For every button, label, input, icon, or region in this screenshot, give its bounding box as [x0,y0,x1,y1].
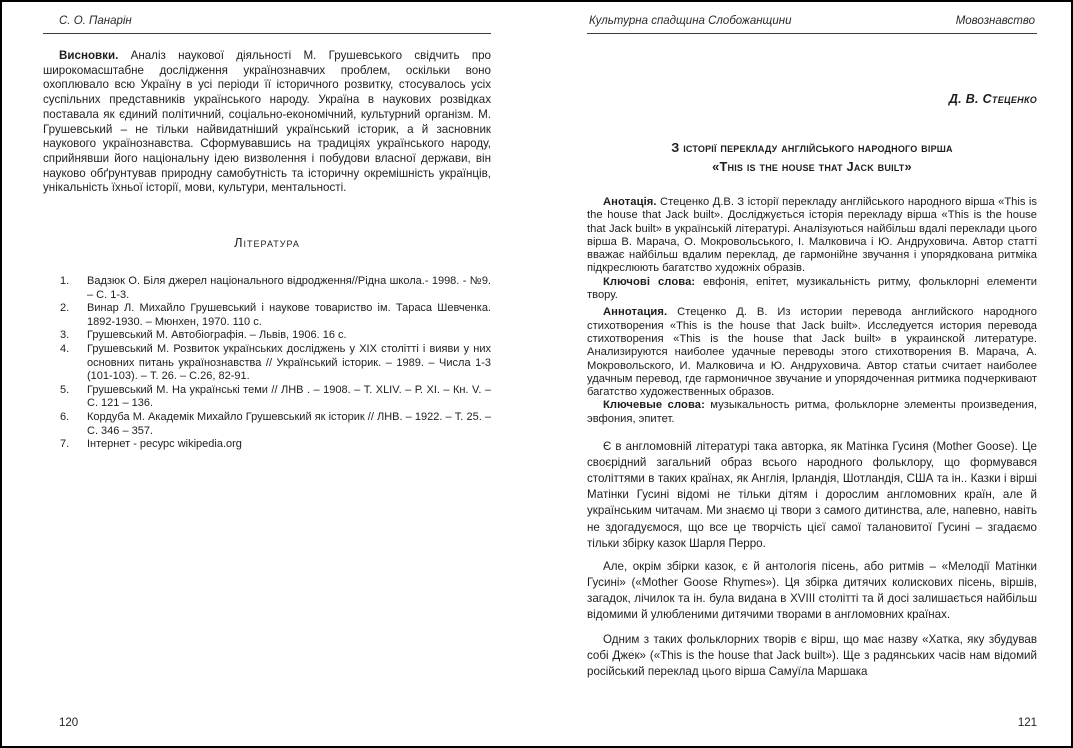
body-paragraph: Одним з таких фольклорних творів є вірш, що має назву «Хатка, яку збудував собі Джек» («This is the house that Jack built»). Ще з радянських часів нам відомий російський переклад цього вірша Самуїла Маршака [587,633,1037,679]
keywords-uk-lead: Ключові слова: [603,275,696,288]
keywords-ru-lead: Ключевые слова: [603,399,705,412]
literature-item: Інтернет - ресурс wikipedia.org [87,438,242,451]
literature-item: Грушевський М. Розвиток українських досліджень у XIX столітті і вияви у них основних питань українознавства // Український історик. – 1989. – Числа 1-3 (101-103). – Т. 26. – С.26, 82-91. [87,343,491,383]
conclusions-paragraph [43,49,491,196]
conclusions-lead: Висновки. [59,49,119,62]
running-header-section: Мовознавство [955,15,1035,27]
article-title-line2: «This is the house that Jack built» [712,159,912,174]
annotation-uk [587,196,1037,276]
annotation-ru [587,306,1037,399]
annotation-uk-text: Стеценко Д.В. З історії перекладу англійського народного вірша «This is the house that Jack built». Досліджується історія перекладу вірша «This is the house that Jack built» в українській літературі. Аналізуються найбільш вдалі переклади цього вірша В. Марача, О. Мокровольського, І. Малковича і Ю. Андруховича. Автор статті вважає найбільш вдалим переклад, де гармонійне звучання і упорядкована ритміка підкреслюють багатство художніх образів. [587,196,1037,275]
page-number-left: 120 [59,717,79,729]
keywords-uk-text: евфонія, епітет, музикальність ритму, фольклорні елементи твору. [587,275,1037,302]
keywords-ru [587,399,1037,426]
left-running-header [43,12,491,34]
literature-item: Винар Л. Михайло Грушевський і наукове товариство ім. Тараса Шевченка. 1892-1930. – Мюнхен, 1970. 110 с. [87,302,491,328]
conclusions-text: Аналіз наукової діяльності М. Грушевського свідчить про широкомасштабне дослідження українознавчих проблем, оскільки воно охоплювало всю Україну в усі періоди її історичного розвитку, стосувалось усіх суспільних представників українського народу. Україна в наукових розвідках поставала як єдиний політичний, соціально-економічний, культурний організм. М. Грушевський – не тільки найвидатніший український історик, а й засновник наукового українознавства. Сформувавшись на традиціях українського народу, сприйнявши його національну ідею визволення і побудови власної держави, він науково обґрунтував природну самобутність та історичну окремішність українців, унікальність їхньої історії, мови, культури, ментальності. [43,49,491,195]
running-header-series: Культурна спадщина Слобожанщини [589,15,792,27]
literature-item: Вадзюк О. Біля джерел національного відродження//Рідна школа.- 1998. - №9. – С. 1-3. [87,275,491,301]
keywords-uk [587,276,1037,303]
article-title [587,138,1037,176]
body-paragraph: Є в англомовній літературі така авторка, як Матінка Гусиня (Mother Goose). Це своєрідний загальний образ всього народного фольклору, що формувався століттями в таких країнах, як Англія, Ірландія, Шотландія, США та ін.. Казки і вірші Матінки Гусині відомі не тільки дітям і дорослим англомовних країн, але й українським читачам. Ми знаємо ці твори з самого дитинства, але, напевно, навіть не здогадуємося, що все це творчість цієї самої талановитої Гусині – згадаємо тільки збірку казок Шарля Перро. [587,440,1037,550]
article-author: Д. В. Стеценко [948,92,1037,106]
literature-item: Кордуба М. Академік Михайло Грушевський як історик // ЛНВ. – 1922. – Т. 25. – С. 346 – 357. [87,410,491,437]
right-page [587,12,1037,680]
body-paragraph: Але, окрім збірки казок, є й антологія пісень, або ритмів – «Мелодії Матінки Гусині» («Mother Goose Rhymes»). Ця збірка дитячих колискових пісень, віршів, загадок, лічилок та ін. була видана в XVIII столітті та й досі залишається найбільш відомими й улюбленими дитячими творами в англомовних країнах. [587,559,1037,621]
page-number-right: 121 [1017,717,1037,729]
annotation-uk-lead: Анотація. [603,196,657,208]
right-running-header [587,12,1037,34]
running-header-author: С. О. Панарін [59,15,132,27]
literature-list [43,275,491,452]
literature-item: Грушевський М. Автобіографія. – Львів, 1906. 16 с. [87,329,347,342]
keywords-ru-text: музыкальность ритма, фольклорне элементы произведения, эвфония, эпитет. [587,399,1037,425]
left-page [43,12,491,452]
literature-heading: Література [234,235,300,251]
annotation-ru-text: Стеценко Д. В. Из истории перевода английского народного стихотворения «This is the house that Jack built». Исследуется история перевода стихотворения «This is the house that Jack built» в украинской литературе. Анализируются наиболее удачные переводы этого стихотворения В. Марача, А. Мокровольского, И. Малковича и Ю. Андруховича. Автор статьи считает наиболее удачным перевод, где гармоничное звучание и упорядоченная ритмика подчеркивают багатство художественных образов. [587,306,1037,399]
annotation-ru-lead: Аннотация. [603,306,668,319]
literature-item: Грушевський М. На українські теми // ЛНВ . – 1908. – Т. XLIV. – Р. XI. – Кн. V. – С. 121 – 136. [87,383,491,410]
article-title-line1: З історії перекладу англійського народного вірша [671,140,953,155]
